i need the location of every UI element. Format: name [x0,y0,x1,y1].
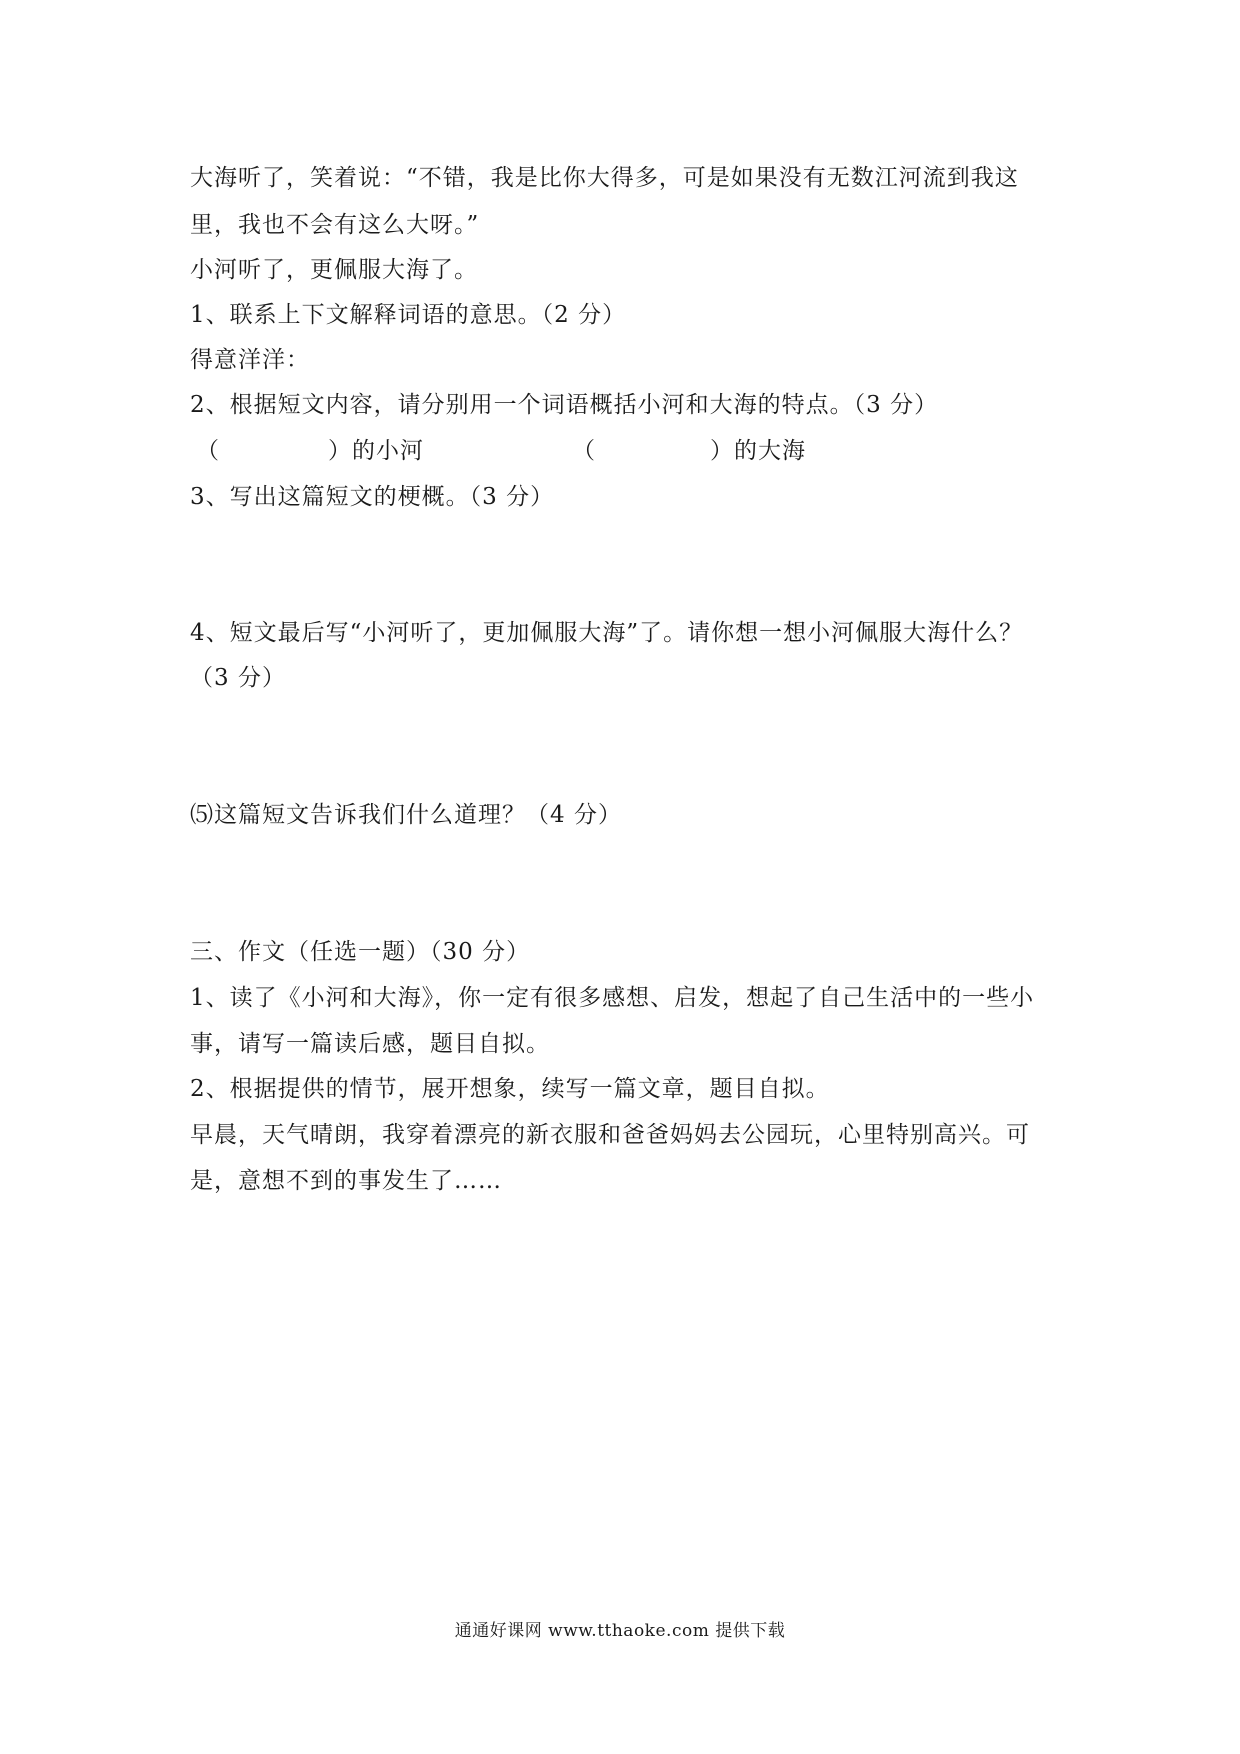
composition-option-1-line-1: 1、读了《小河和大海》，你一定有很多感想、启发，想起了自己生活中的一些小 [190,985,1035,1011]
composition-option-1-line-2: 事，请写一篇读后感，题目自拟。 [190,1031,550,1057]
question-5: ⑸这篇短文告诉我们什么道理？（4 分） [190,802,622,828]
question-3: 3、写出这篇短文的梗概。（3 分） [190,484,555,510]
question-1: 1、联系上下文解释词语的意思。（2 分） [190,302,627,328]
question-4-line-1: 4、短文最后写“小河听了，更加佩服大海”了。请你想一想小河佩服大海什么？ [190,620,1024,646]
question-4-line-2: （3 分） [190,665,286,691]
blank-right-close: ）的大海 [710,438,806,464]
composition-option-2: 2、根据提供的情节，展开想象，续写一篇文章，题目自拟。 [190,1076,830,1102]
blank-left-open: （ [196,438,220,464]
story-line-2: 里，我也不会有这么大呀。” [190,212,480,238]
blank-right-open: （ [572,438,596,464]
composition-heading: 三、作文（任选一题）（30 分） [190,939,531,965]
blank-left-close: ）的小河 [328,438,424,464]
page-footer: 通通好课网 www.tthaoke.com 提供下载 [454,1621,786,1641]
composition-prompt-line-1: 早晨，天气晴朗，我穿着漂亮的新衣服和爸爸妈妈去公园玩，心里特别高兴。可 [190,1122,1030,1148]
story-line-1: 大海听了，笑着说：“不错，我是比你大得多，可是如果没有无数江河流到我这 [190,165,1019,191]
question-2: 2、根据短文内容，请分别用一个词语概括小河和大海的特点。（3 分） [190,392,939,418]
story-line-3: 小河听了，更佩服大海了。 [190,257,478,283]
composition-prompt-line-2: 是，意想不到的事发生了…… [190,1168,502,1194]
question-1-term: 得意洋洋： [190,347,310,373]
